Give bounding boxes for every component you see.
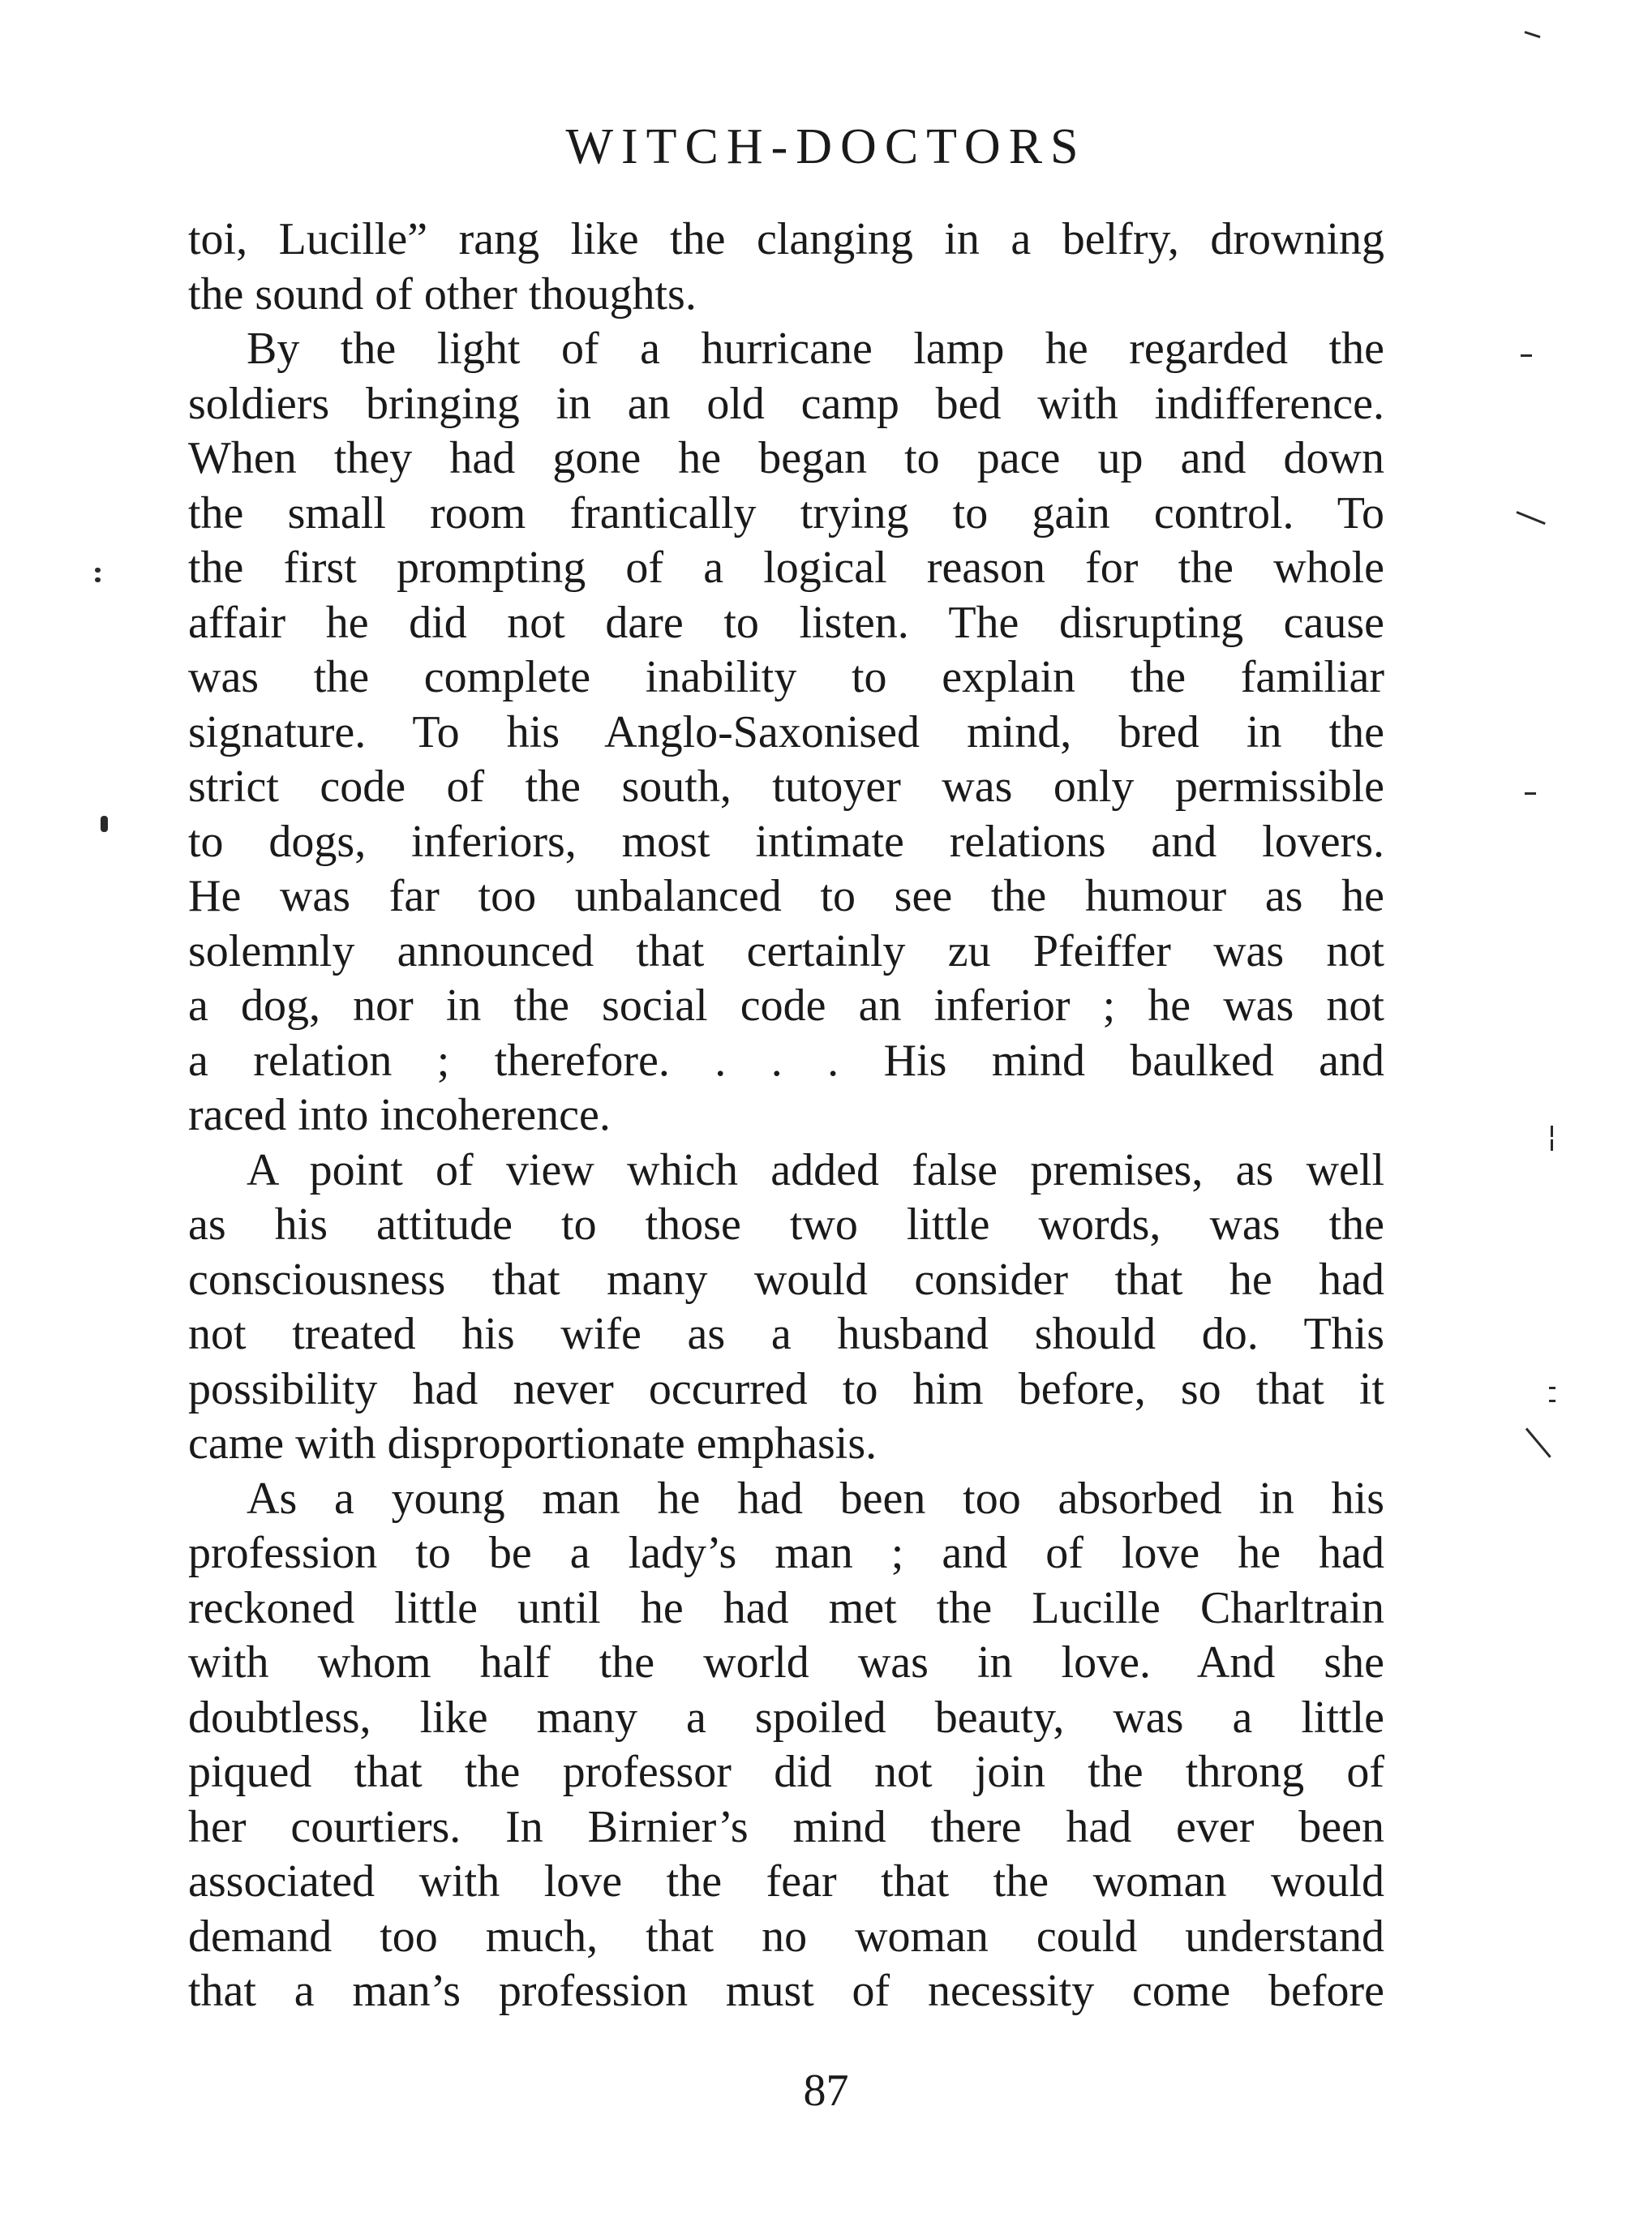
- body-text: [188, 212, 1384, 2019]
- scan-speck: [95, 577, 101, 582]
- text-line: demand too much, that no woman could understand: [188, 1911, 1384, 1962]
- text-line: reckoned little until he had met the Lucille Charltrain: [188, 1582, 1384, 1633]
- text-line: that a man’s profession must of necessity come before: [188, 1966, 1384, 2016]
- text-line: not treated his wife as a husband should do. This: [188, 1309, 1384, 1359]
- text-line: associated with love the fear that the woman would: [188, 1856, 1384, 1907]
- text-line: the small room frantically trying to gain control. To: [188, 487, 1384, 538]
- text-line: a relation ; therefore. . . . His mind baulked and: [188, 1035, 1384, 1086]
- text-line: solemnly announced that certainly zu Pfeiffer was not: [188, 925, 1384, 976]
- text-line: He was far too unbalanced to see the humour as he: [188, 871, 1384, 921]
- page-number: 87: [803, 2066, 849, 2116]
- scan-speck: [1551, 1139, 1553, 1151]
- text-line: signature. To his Anglo-Saxonised mind, bred in the: [188, 706, 1384, 757]
- text-line: a dog, nor in the social code an inferior ; he was not: [188, 980, 1384, 1031]
- scan-speck: [1516, 511, 1545, 525]
- running-head: WITCH-DOCTORS: [565, 119, 1087, 174]
- text-line: raced into incoherence.: [188, 1090, 611, 1140]
- scan-speck: [95, 568, 101, 573]
- scan-speck: [1521, 354, 1532, 357]
- scan-speck: [1549, 1400, 1555, 1402]
- scan-speck: [1549, 1387, 1555, 1389]
- scan-speck: [1525, 31, 1541, 38]
- text-line: profession to be a lady’s man ; and of love he had: [188, 1528, 1384, 1578]
- text-line: as his attitude to those two little words, was the: [188, 1199, 1384, 1250]
- text-line: came with disproportionate emphasis.: [188, 1418, 877, 1469]
- scan-speck: [1551, 1126, 1553, 1137]
- text-line: with whom half the world was in love. And she: [188, 1637, 1384, 1688]
- text-line: When they had gone he began to pace up and down: [188, 433, 1384, 483]
- text-line: doubtless, like many a spoiled beauty, was a little: [188, 1692, 1384, 1743]
- text-line: strict code of the south, tutoyer was only permissible: [188, 761, 1384, 812]
- text-line: the first prompting of a logical reason for the whole: [188, 543, 1384, 593]
- text-line: possibility had never occurred to him before, so that it: [188, 1363, 1384, 1414]
- text-line: consciousness that many would consider that he had: [188, 1254, 1384, 1305]
- text-line: soldiers bringing in an old camp bed with indifference.: [188, 378, 1384, 429]
- scan-speck: [101, 816, 108, 832]
- scan-speck: [1525, 1428, 1551, 1458]
- text-line: toi, Lucille” rang like the clanging in a belfry, drowning: [188, 214, 1384, 264]
- text-line: to dogs, inferiors, most intimate relations and lovers.: [188, 816, 1384, 867]
- text-line: A point of view which added false premises, as well: [247, 1144, 1384, 1195]
- text-line: affair he did not dare to listen. The disrupting cause: [188, 597, 1384, 648]
- text-line: As a young man he had been too absorbed in his: [247, 1473, 1384, 1524]
- text-line: her courtiers. In Birnier’s mind there had ever been: [188, 1801, 1384, 1852]
- text-line: was the complete inability to explain the familiar: [188, 652, 1384, 702]
- text-line: By the light of a hurricane lamp he regarded the: [247, 324, 1384, 374]
- text-line: the sound of other thoughts.: [188, 268, 697, 320]
- text-line: piqued that the professor did not join the throng of: [188, 1747, 1384, 1797]
- scan-speck: [1525, 792, 1536, 795]
